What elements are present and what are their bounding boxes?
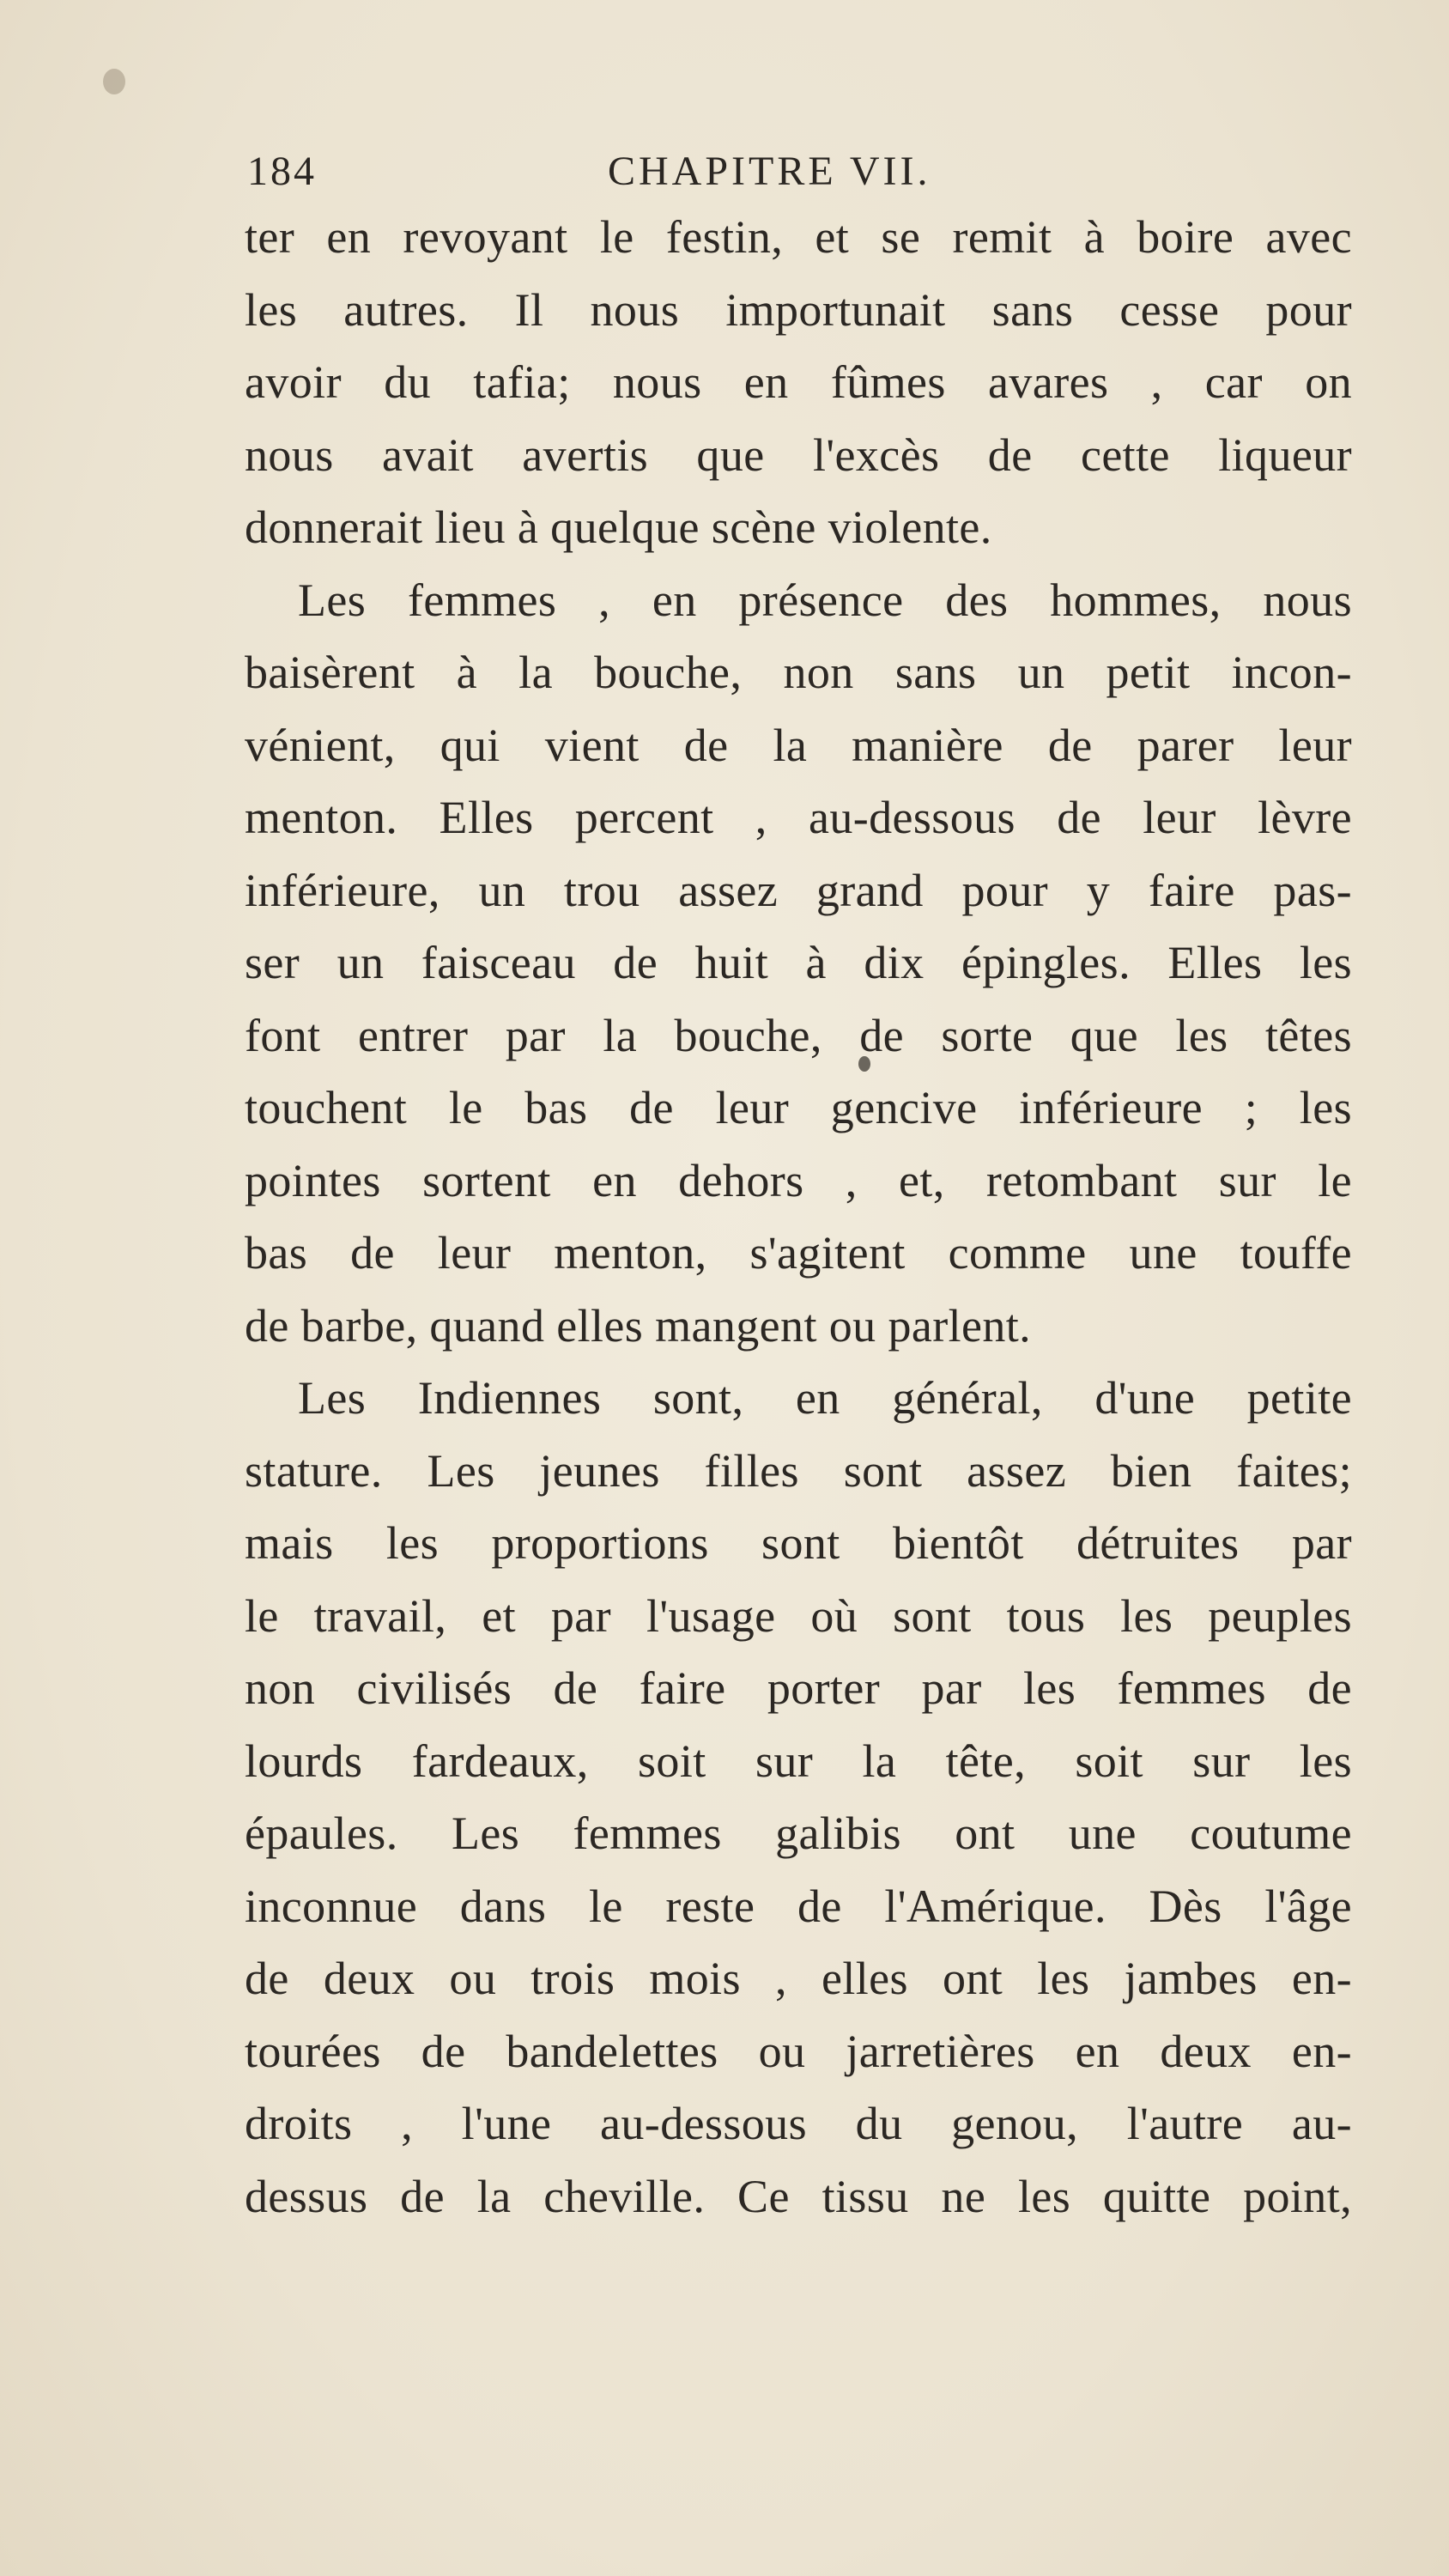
text-line: dessus de la cheville. Ce tissu ne les quitte point, bbox=[245, 2170, 1352, 2222]
text-line: pointes sortent en dehors , et, retombant sur le bbox=[245, 1154, 1352, 1206]
text-line: baisèrent à la bouche, non sans un petit incon- bbox=[245, 647, 1352, 698]
text-line: menton. Elles percent , au-dessous de leur lèvre bbox=[245, 792, 1352, 843]
text-line: inconnue dans le reste de l'Amérique. Dès l'âge bbox=[245, 1880, 1352, 1932]
text-line: non civilisés de faire porter par les femmes de bbox=[245, 1662, 1352, 1714]
text-line: droits , l'une au-dessous du genou, l'autre au- bbox=[245, 2098, 1352, 2149]
text-line: touchent le bas de leur gencive inférieure ; les bbox=[245, 1082, 1352, 1133]
text-line: de barbe, quand elles mangent ou parlent. bbox=[245, 1299, 1032, 1352]
text-line: le travail, et par l'usage où sont tous les peuples bbox=[245, 1589, 1352, 1642]
body-text bbox=[245, 201, 1352, 2233]
text-line: mais les proportions sont bientôt détruites par bbox=[245, 1517, 1352, 1569]
text-line: ter en revoyant le festin, et se remit à boire avec bbox=[245, 211, 1352, 263]
text-line: font entrer par la bouche, de sorte que les têtes bbox=[245, 1009, 1352, 1061]
text-line: inférieure, un trou assez grand pour y faire pas- bbox=[245, 864, 1352, 916]
text-line: ser un faisceau de huit à dix épingles. Elles les bbox=[245, 937, 1352, 988]
text-line: avoir du tafia; nous en fûmes avares , car on bbox=[245, 356, 1352, 408]
text-line: Les Indiennes sont, en général, d'une petite bbox=[298, 1372, 1352, 1424]
text-line: lourds fardeaux, soit sur la tête, soit sur les bbox=[245, 1735, 1352, 1787]
text-line: les autres. Il nous importunait sans cesse pour bbox=[245, 283, 1352, 336]
text-line: nous avait avertis que l'excès de cette liqueur bbox=[245, 428, 1352, 481]
paper-stain bbox=[103, 69, 125, 94]
text-line: bas de leur menton, s'agitent comme une touffe bbox=[245, 1227, 1352, 1279]
text-line: Les femmes , en présence des hommes, nous bbox=[298, 574, 1352, 626]
chapter-heading: CHAPITRE VII. bbox=[608, 149, 931, 194]
text-line: donnerait lieu à quelque scène violente. bbox=[245, 501, 992, 553]
page-number: 184 bbox=[247, 149, 317, 194]
text-line: vénient, qui vient de la manière de parer leur bbox=[245, 719, 1352, 771]
running-head bbox=[247, 148, 1355, 203]
text-line: de deux ou trois mois , elles ont les jambes en- bbox=[245, 1953, 1352, 2004]
text-line: tourées de bandelettes ou jarretières en deux en- bbox=[245, 2025, 1352, 2077]
text-line: stature. Les jeunes filles sont assez bien faites; bbox=[245, 1444, 1352, 1497]
text-line: épaules. Les femmes galibis ont une coutume bbox=[245, 1807, 1352, 1859]
